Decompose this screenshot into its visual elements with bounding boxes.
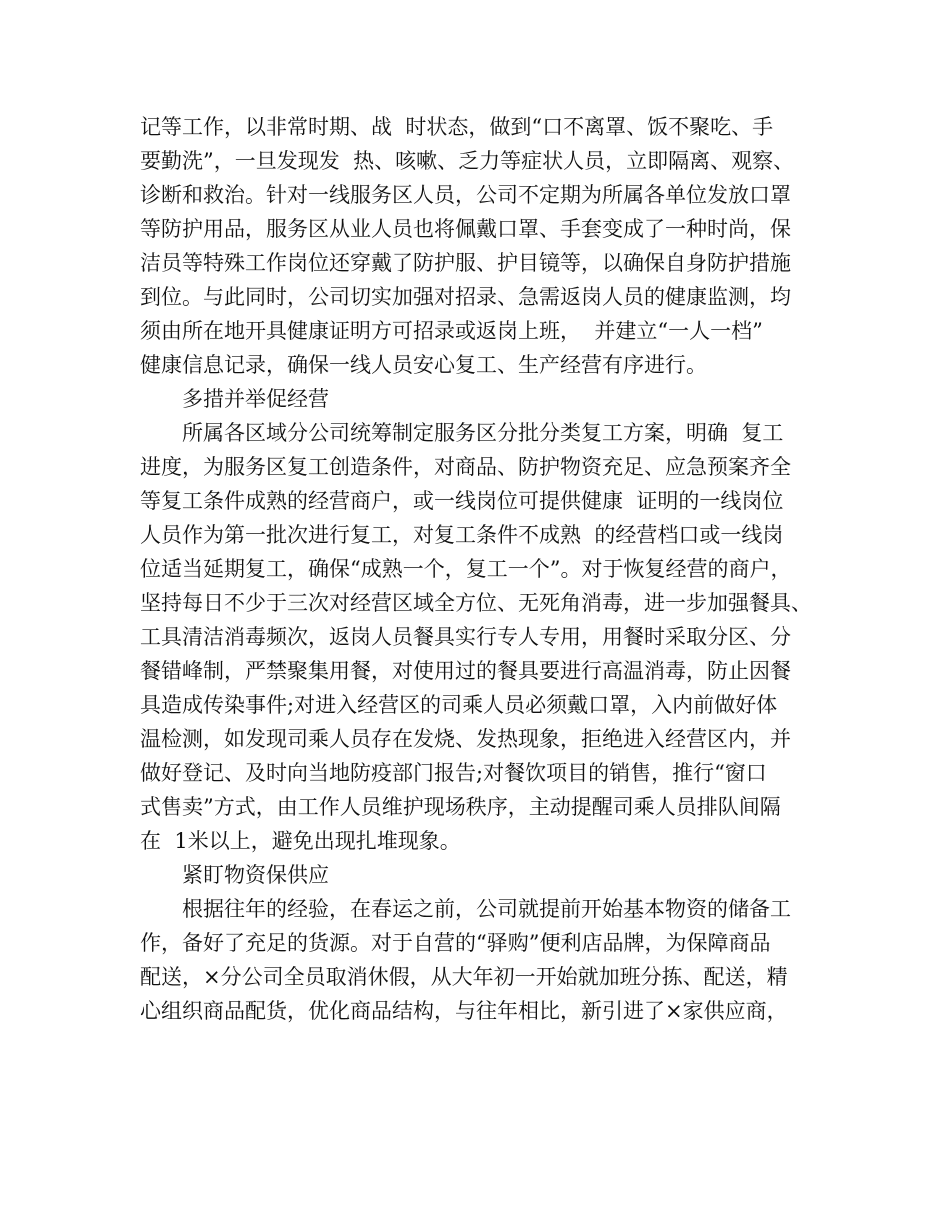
body-line: 等防护用品，服务区从业人员也将佩戴口罩、手套变成了一种时尚，保 bbox=[140, 217, 791, 241]
body-line: 要勤洗”，一旦发现发 热、咳嗽、乏力等症状人员，立即隔离、观察、 bbox=[140, 149, 795, 173]
paragraph-first-line: 所属各区域分公司统筹制定服务区分批分类复工方案，明确 复工 bbox=[182, 421, 784, 445]
section-heading: 紧盯物资保供应 bbox=[182, 863, 329, 887]
paragraph-first-line: 根据往年的经验，在春运之前，公司就提前开始基本物资的储备工 bbox=[182, 897, 791, 921]
body-line: 须由所在地开具健康证明方可招录或返岗上班， 并建立“一人一档” bbox=[140, 319, 763, 343]
body-line: 心组织商品配货，优化商品结构，与往年相比，新引进了×家供应商， bbox=[140, 999, 788, 1023]
section-heading: 多措并举促经营 bbox=[182, 387, 329, 411]
body-line: 人员作为第一批次进行复工，对复工条件不成熟 的经营档口或一线岗 bbox=[140, 523, 784, 547]
body-line: 健康信息记录，确保一线人员安心复工、生产经营有序进行。 bbox=[140, 353, 707, 377]
body-line: 作，备好了充足的货源。对于自营的“驿购”便利店品牌，为保障商品 bbox=[140, 931, 771, 955]
body-line: 温检测，如发现司乘人员存在发烧、发热现象，拒绝进入经营区内，并 bbox=[140, 727, 791, 751]
body-line: 位适当延期复工，确保“成熟一个，复工一个”。对于恢复经营的商户， bbox=[140, 557, 792, 581]
body-line: 做好登记、及时向当地防疫部门报告;对餐饮项目的销售，推行“窗口 bbox=[140, 761, 767, 785]
body-line: 记等工作，以非常时期、战 时状态，做到“口不离罩、饭不聚吃、手 bbox=[140, 115, 774, 139]
body-line: 诊断和救治。针对一线服务区人员，公司不定期为所属各单位发放口罩 bbox=[140, 183, 791, 207]
body-line: 到位。与此同时，公司切实加强对招录、急需返岗人员的健康监测，均 bbox=[140, 285, 791, 309]
body-line: 洁员等特殊工作岗位还穿戴了防护服、护目镜等，以确保自身防护措施 bbox=[140, 251, 791, 275]
body-line: 工具清洁消毒频次，返岗人员餐具实行专人专用，用餐时采取分区、分 bbox=[140, 625, 791, 649]
body-line: 式售卖”方式，由工作人员维护现场秩序，主动提醒司乘人员排队间隔 bbox=[140, 795, 781, 819]
body-line: 进度，为服务区复工创造条件，对商品、防护物资充足、应急预案齐全 bbox=[140, 455, 791, 479]
body-line: 配送，×分公司全员取消休假，从大年初一开始就加班分拣、配送，精 bbox=[140, 965, 788, 989]
body-line: 餐错峰制，严禁聚集用餐，对使用过的餐具要进行高温消毒，防止因餐 bbox=[140, 659, 791, 683]
body-line: 坚持每日不少于三次对经营区域全方位、无死角消毒，进一步加强餐具、 bbox=[140, 591, 812, 615]
body-line: 具造成传染事件;对进入经营区的司乘人员必须戴口罩，入内前做好体 bbox=[140, 693, 778, 717]
body-line: 在 1米以上，避免出现扎堆现象。 bbox=[140, 829, 461, 853]
body-line: 等复工条件成熟的经营商户，或一线岗位可提供健康 证明的一线岗位 bbox=[140, 489, 784, 513]
